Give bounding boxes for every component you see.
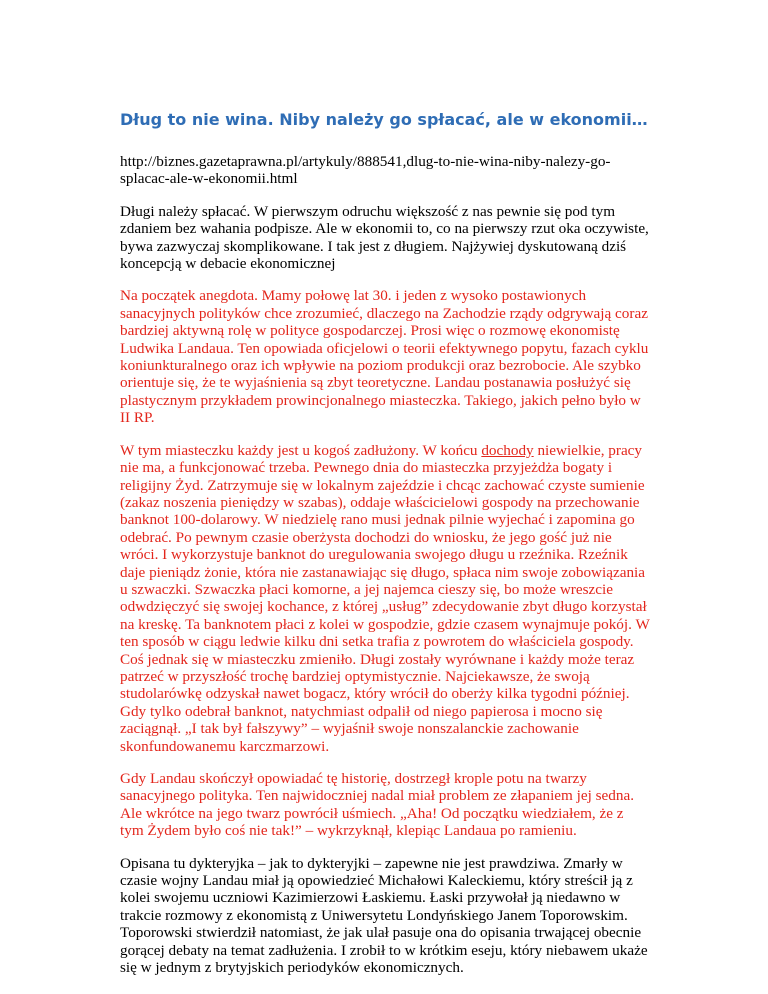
commentary-paragraph: Opisana tu dykteryjka – jak to dykteryjki – zapewne nie jest prawdziwa. Zmarły w czasie wojny Landau miał ją opowiedzieć Michałowi Kaleckiemu, który streścił ją z kolei swojemu uczniowi Kazimierzowi Łaskiemu. Łaski przywołał ją niedawno w trakcie rozmowy z ekonomistą z Uniwersytetu Londyńskiego Janem Toporowskim. Toporowski stwierdził natomiast, że jak ulał pasuje ona do opisania trwającej obecnie gorącej debaty na temat zadłużenia. I zrobił to w krótkim eseju, który niebawem ukaże się w jednym z brytyjskich periodyków ekonomicznych. [120,854,648,977]
source-url: http://biznes.gazetaprawna.pl/artykuly/888541,dlug-to-nie-wina-niby-nalezy-go-splacac-ale-w-ekonomii.html [120,153,611,188]
dochody-link[interactable]: dochody [481,441,534,459]
town-story-text-rest: niewielkie, pracy nie ma, a funkcjonować trzeba. Pewnego dnia do miasteczka przyjeżdża bogaty i religijny Żyd. Zatrzymuje się w lokalnym zajeździe i chcąc zachować czyste sumienie (zakaz noszenia pieniędzy w szabas), oddaje właścicielowi gospody na przechowanie banknot 100-dolarowy. W niedzielę rano musi jednak pilnie wyjechać i zapomina go odebrać. Po pewnym czasie oberżysta dochodzi do wniosku, że jego gość już nie wróci. I wykorzystuje banknot do uregulowania swojego długu u rzeźnika. Rzeźnik daje pieniądz żonie, która nie zastanawiając się długo, spłaca nim swoje zobowiązania u szwaczki. Szwaczka płaci komorne, a jej najemca cieszy się, bo może wreszcie odwdzięczyć się swojej kochance, z której „usług” zdecydowanie zbyt długo korzystał na kreskę. Ta banknotem płaci z kolei w gospodzie, gdzie czasem wynajmuje pokój. W ten sposób w ciągu ledwie kilku dni setka trafia z powrotem do właściciela gospody. Coś jednak się w miasteczku zmieniło. Długi zostały wyrównane i każdy może teraz patrzeć w przyszłość trochę bardziej optymistycznie. Najciekawsze, że swoją studolarówkę odzyskał nawet bogacz, który wrócił do oberży kilka tygodni później. Gdy tylko odebrał banknot, natychmiast odpalił od niego papierosa i mocno się zaciągnął. „I tak był fałszywy” – wyjaśnił swoje nonszalanckie zachowanie skonfundowanemu karczmarzowi. [120,441,650,755]
town-story-paragraph [120,442,650,755]
town-story-text-start: W tym miasteczku każdy jest u kogoś zadłużony. W końcu [120,441,482,459]
document-page [120,110,650,991]
anecdote-paragraph: Na początek anegdota. Mamy połowę lat 30. i jeden z wysoko postawionych sanacyjnych polityków chce zrozumieć, dlaczego na Zachodzie rządy odgrywają coraz bardziej aktywną rolę w polityce gospodarczej. Prosi więc o rozmowę ekonomistę Ludwika Landaua. Ten opowiada oficjelowi o teorii efektywnego popytu, fazach cyklu koniunkturalnego oraz ich wpływie na poziom produkcji oraz bezrobocie. Ale szybko orientuje się, że te wyjaśnienia są zbyt teoretyczne. Landau postanawia posłużyć się plastycznym przykładem prowincjonalnego miasteczka. Takiego, jakich pełno było w II RP. [120,287,649,427]
article-title: Dług to nie wina. Niby należy go spłacać, ale w ekonomii… [120,110,648,129]
ending-paragraph: Gdy Landau skończył opowiadać tę historię, dostrzegł krople potu na twarzy sanacyjnego polityka. Ten najwidoczniej nadal miał problem ze złapaniem jej sedna. Ale wkrótce na jego twarz powrócił uśmiech. „Aha! Od początku wiedziałem, że z tym Żydem było coś nie tak!” – wykrzyknął, klepiąc Landaua po ramieniu. [120,770,635,840]
intro-paragraph: Długi należy spłacać. W pierwszym odruchu większość z nas pewnie się pod tym zdaniem bez wahania podpisze. Ale w ekonomii to, co na pierwszy rzut oka oczywiste, bywa zazwyczaj skomplikowane. I tak jest z długiem. Najżywiej dyskutowaną dziś koncepcją w debacie ekonomicznej [120,202,649,273]
